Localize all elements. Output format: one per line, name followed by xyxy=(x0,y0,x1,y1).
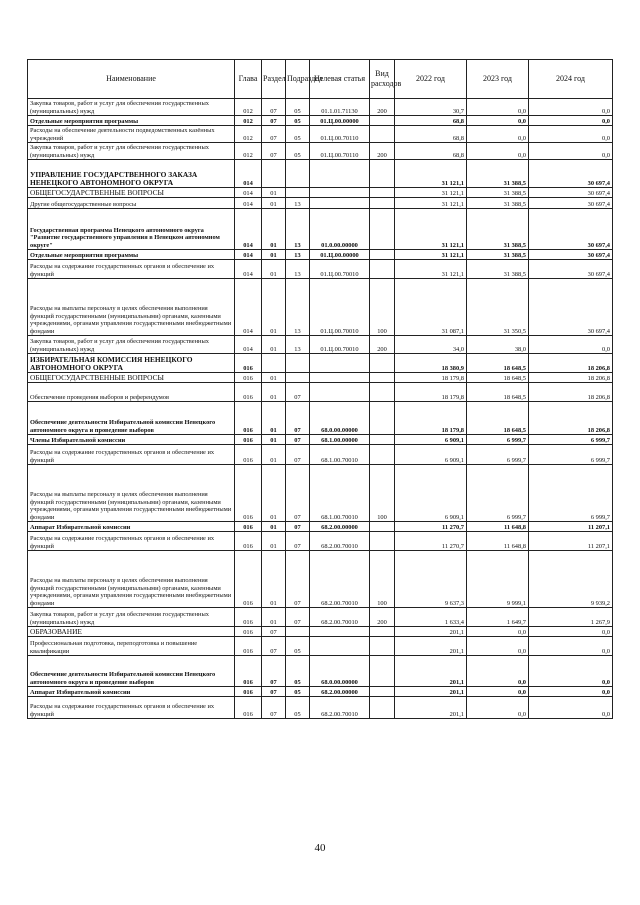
cell-name: ОБЩЕГОСУДАРСТВЕННЫЕ ВОПРОСЫ xyxy=(28,373,235,383)
cell-target-article: 01.Ц.00.70110 xyxy=(310,143,370,160)
cell-name: Государственная программа Ненецкого автономного округа "Развитие государственного управления в Ненецком автономном округе" xyxy=(28,209,235,250)
cell-expense-type xyxy=(370,260,395,279)
cell-razdel: 01 xyxy=(262,188,286,198)
cell-2024: 6 999,7 xyxy=(529,465,613,522)
cell-name: УПРАВЛЕНИЕ ГОСУДАРСТВЕННОГО ЗАКАЗА НЕНЕЦКОГО АВТОНОМНОГО ОКРУГА xyxy=(28,160,235,188)
cell-razdel: 07 xyxy=(262,143,286,160)
cell-target-article: 68.1.00.70010 xyxy=(310,445,370,465)
cell-target-article xyxy=(310,198,370,209)
cell-2022: 201,1 xyxy=(395,687,467,697)
header-glava: Глава xyxy=(235,60,262,99)
cell-2023: 6 999,7 xyxy=(467,435,529,445)
cell-2024: 18 206,8 xyxy=(529,402,613,435)
cell-razdel: 07 xyxy=(262,656,286,687)
cell-target-article: 01.Ц.00.70010 xyxy=(310,336,370,354)
cell-expense-type xyxy=(370,198,395,209)
cell-expense-type xyxy=(370,687,395,697)
cell-target-article: 68.1.00.00000 xyxy=(310,435,370,445)
cell-glava: 016 xyxy=(235,522,262,532)
cell-razdel: 07 xyxy=(262,697,286,719)
cell-glava: 016 xyxy=(235,354,262,373)
cell-target-article: 01.Ц.00.70010 xyxy=(310,279,370,336)
table-row xyxy=(28,99,613,116)
cell-name: Закупка товаров, работ и услуг для обеспечения государственных (муниципальных) нужд xyxy=(28,99,235,116)
cell-target-article: 68.1.00.70010 xyxy=(310,465,370,522)
cell-2023: 9 999,1 xyxy=(467,551,529,608)
cell-2022: 31 121,1 xyxy=(395,250,467,260)
cell-podrazdel xyxy=(286,188,310,198)
cell-target-article xyxy=(310,354,370,373)
cell-2022: 34,0 xyxy=(395,336,467,354)
cell-2022: 11 270,7 xyxy=(395,532,467,551)
cell-2023: 6 999,7 xyxy=(467,465,529,522)
cell-target-article: 01.Ц.00.70010 xyxy=(310,260,370,279)
table-row xyxy=(28,435,613,445)
cell-razdel xyxy=(262,160,286,188)
cell-2022: 11 270,7 xyxy=(395,522,467,532)
page-number: 40 xyxy=(314,842,326,854)
cell-glava: 016 xyxy=(235,465,262,522)
cell-2022: 9 637,3 xyxy=(395,551,467,608)
cell-name: Закупка товаров, работ и услуг для обеспечения государственных (муниципальных) нужд xyxy=(28,143,235,160)
cell-name: Расходы на содержание государственных органов и обеспечение их функций xyxy=(28,532,235,551)
cell-name: Члены Избирательной комиссии xyxy=(28,435,235,445)
cell-expense-type xyxy=(370,637,395,656)
cell-2022: 68,8 xyxy=(395,126,467,143)
cell-razdel: 01 xyxy=(262,435,286,445)
cell-podrazdel: 07 xyxy=(286,445,310,465)
cell-glava: 016 xyxy=(235,435,262,445)
cell-glava: 016 xyxy=(235,532,262,551)
cell-glava: 016 xyxy=(235,551,262,608)
cell-2022: 68,8 xyxy=(395,116,467,126)
cell-glava: 014 xyxy=(235,188,262,198)
cell-podrazdel xyxy=(286,354,310,373)
cell-razdel xyxy=(262,354,286,373)
cell-expense-type xyxy=(370,209,395,250)
cell-razdel: 01 xyxy=(262,209,286,250)
cell-expense-type xyxy=(370,656,395,687)
table-row xyxy=(28,260,613,279)
cell-podrazdel: 05 xyxy=(286,116,310,126)
cell-name: Закупка товаров, работ и услуг для обеспечения государственных (муниципальных) нужд xyxy=(28,336,235,354)
cell-2022: 31 121,1 xyxy=(395,260,467,279)
cell-razdel: 01 xyxy=(262,336,286,354)
cell-glava: 016 xyxy=(235,627,262,637)
cell-2024: 1 267,9 xyxy=(529,608,613,627)
cell-expense-type xyxy=(370,250,395,260)
table-row xyxy=(28,522,613,532)
cell-target-article: 01.Ц.00.70110 xyxy=(310,126,370,143)
cell-target-article: 68.2.00.00000 xyxy=(310,522,370,532)
cell-name: Расходы на содержание государственных органов и обеспечение их функций xyxy=(28,445,235,465)
table-row xyxy=(28,687,613,697)
cell-expense-type xyxy=(370,402,395,435)
table-row xyxy=(28,383,613,402)
cell-razdel: 07 xyxy=(262,116,286,126)
cell-name: Расходы на содержание государственных органов и обеспечение их функций xyxy=(28,697,235,719)
cell-name: Обеспечение проведения выборов и референдумов xyxy=(28,383,235,402)
cell-expense-type xyxy=(370,126,395,143)
table-row xyxy=(28,551,613,608)
cell-target-article: 68.0.00.00000 xyxy=(310,656,370,687)
cell-target-article: 68.2.00.70010 xyxy=(310,551,370,608)
cell-podrazdel: 05 xyxy=(286,637,310,656)
cell-podrazdel: 13 xyxy=(286,209,310,250)
cell-podrazdel: 05 xyxy=(286,143,310,160)
cell-glava: 016 xyxy=(235,383,262,402)
cell-name: Расходы на выплаты персоналу в целях обеспечения выполнения функций государственными (муниципальными) органами, казенными учреждениями, органами управления государственными внебюджетными фондами xyxy=(28,465,235,522)
table-row xyxy=(28,336,613,354)
cell-target-article: 01.0.00.00000 xyxy=(310,209,370,250)
cell-podrazdel: 07 xyxy=(286,532,310,551)
cell-2023: 31 388,5 xyxy=(467,198,529,209)
cell-2024: 0,0 xyxy=(529,637,613,656)
cell-razdel: 01 xyxy=(262,522,286,532)
header-razdel: Раздел xyxy=(262,60,286,99)
cell-glava: 014 xyxy=(235,336,262,354)
cell-expense-type xyxy=(370,445,395,465)
cell-2022: 6 909,1 xyxy=(395,445,467,465)
cell-razdel: 01 xyxy=(262,465,286,522)
cell-glava: 016 xyxy=(235,608,262,627)
cell-glava: 012 xyxy=(235,126,262,143)
table-row xyxy=(28,373,613,383)
cell-razdel: 01 xyxy=(262,250,286,260)
cell-razdel: 01 xyxy=(262,260,286,279)
cell-glava: 016 xyxy=(235,445,262,465)
cell-expense-type xyxy=(370,116,395,126)
table-row xyxy=(28,627,613,637)
cell-2022: 31 121,1 xyxy=(395,209,467,250)
cell-2024: 30 697,4 xyxy=(529,209,613,250)
table-row xyxy=(28,656,613,687)
cell-podrazdel: 07 xyxy=(286,435,310,445)
budget-table xyxy=(27,59,613,719)
cell-target-article: 01.Ц.00.00000 xyxy=(310,116,370,126)
cell-2024: 0,0 xyxy=(529,116,613,126)
cell-expense-type xyxy=(370,435,395,445)
header-name: Наименование xyxy=(28,60,235,99)
cell-name: Расходы на выплаты персоналу в целях обеспечения выполнения функций государственными (муниципальными) органами, казенными учреждениями, органами управления государственными внебюджетными фондами xyxy=(28,279,235,336)
cell-podrazdel: 05 xyxy=(286,697,310,719)
table-row xyxy=(28,188,613,198)
cell-podrazdel xyxy=(286,373,310,383)
cell-2022: 201,1 xyxy=(395,627,467,637)
cell-2022: 201,1 xyxy=(395,637,467,656)
cell-expense-type xyxy=(370,373,395,383)
cell-razdel: 01 xyxy=(262,383,286,402)
cell-razdel: 01 xyxy=(262,279,286,336)
cell-podrazdel: 07 xyxy=(286,383,310,402)
table-row xyxy=(28,608,613,627)
cell-target-article xyxy=(310,637,370,656)
cell-razdel: 07 xyxy=(262,627,286,637)
cell-razdel: 01 xyxy=(262,373,286,383)
cell-name: Расходы на обеспечение деятельности подведомственных казённых учреждений xyxy=(28,126,235,143)
cell-2024: 0,0 xyxy=(529,627,613,637)
cell-podrazdel xyxy=(286,160,310,188)
cell-razdel: 07 xyxy=(262,99,286,116)
header-expense-type: Вид расходов xyxy=(370,60,395,99)
cell-target-article: 68.2.00.70010 xyxy=(310,608,370,627)
cell-2023: 31 388,5 xyxy=(467,209,529,250)
cell-razdel: 07 xyxy=(262,687,286,697)
cell-podrazdel xyxy=(286,627,310,637)
cell-2024: 0,0 xyxy=(529,697,613,719)
cell-2024: 6 999,7 xyxy=(529,445,613,465)
cell-2023: 0,0 xyxy=(467,637,529,656)
cell-2024: 30 697,4 xyxy=(529,260,613,279)
cell-expense-type: 200 xyxy=(370,99,395,116)
cell-expense-type: 100 xyxy=(370,551,395,608)
cell-glava: 014 xyxy=(235,250,262,260)
cell-target-article: 68.0.00.00000 xyxy=(310,402,370,435)
table-row xyxy=(28,354,613,373)
table-body xyxy=(28,99,613,719)
cell-target-article xyxy=(310,188,370,198)
cell-glava: 012 xyxy=(235,99,262,116)
cell-2023: 31 388,5 xyxy=(467,160,529,188)
cell-2024: 11 207,1 xyxy=(529,532,613,551)
cell-razdel: 01 xyxy=(262,198,286,209)
cell-expense-type xyxy=(370,354,395,373)
cell-target-article xyxy=(310,160,370,188)
cell-podrazdel: 05 xyxy=(286,99,310,116)
header-2022: 2022 год xyxy=(395,60,467,99)
cell-2022: 18 380,9 xyxy=(395,354,467,373)
table-row xyxy=(28,143,613,160)
table-row xyxy=(28,126,613,143)
table-row xyxy=(28,402,613,435)
cell-expense-type xyxy=(370,627,395,637)
cell-podrazdel: 13 xyxy=(286,250,310,260)
cell-name: Отдельные мероприятия программы xyxy=(28,116,235,126)
cell-glava: 016 xyxy=(235,687,262,697)
cell-2023: 0,0 xyxy=(467,627,529,637)
cell-glava: 012 xyxy=(235,143,262,160)
cell-name: Аппарат Избирательной комиссии xyxy=(28,522,235,532)
cell-target-article: 68.2.00.70010 xyxy=(310,697,370,719)
cell-podrazdel: 07 xyxy=(286,608,310,627)
table-row xyxy=(28,116,613,126)
cell-podrazdel: 07 xyxy=(286,551,310,608)
cell-glava: 012 xyxy=(235,116,262,126)
cell-2022: 30,7 xyxy=(395,99,467,116)
table-row xyxy=(28,465,613,522)
cell-2024: 6 999,7 xyxy=(529,435,613,445)
cell-expense-type xyxy=(370,188,395,198)
cell-name: Обеспечение деятельности Избирательной комиссии Ненецкого автономного округа и проведение выборов xyxy=(28,656,235,687)
cell-expense-type xyxy=(370,532,395,551)
cell-glava: 016 xyxy=(235,402,262,435)
cell-expense-type xyxy=(370,697,395,719)
cell-2023: 18 648,5 xyxy=(467,402,529,435)
cell-target-article xyxy=(310,627,370,637)
header-2024: 2024 год xyxy=(529,60,613,99)
cell-razdel: 01 xyxy=(262,445,286,465)
header-podrazdel: Подраздел xyxy=(286,60,310,99)
cell-target-article xyxy=(310,373,370,383)
cell-2022: 201,1 xyxy=(395,656,467,687)
cell-name: Отдельные мероприятия программы xyxy=(28,250,235,260)
cell-target-article xyxy=(310,383,370,402)
cell-razdel: 07 xyxy=(262,126,286,143)
cell-2022: 31 121,1 xyxy=(395,198,467,209)
cell-2023: 0,0 xyxy=(467,656,529,687)
cell-2023: 31 388,5 xyxy=(467,260,529,279)
cell-podrazdel: 13 xyxy=(286,336,310,354)
cell-2023: 18 648,5 xyxy=(467,373,529,383)
cell-glava: 014 xyxy=(235,209,262,250)
cell-2023: 18 648,5 xyxy=(467,383,529,402)
cell-name: Закупка товаров, работ и услуг для обеспечения государственных (муниципальных) нужд xyxy=(28,608,235,627)
cell-podrazdel: 13 xyxy=(286,279,310,336)
cell-expense-type xyxy=(370,522,395,532)
cell-podrazdel: 05 xyxy=(286,656,310,687)
cell-expense-type xyxy=(370,160,395,188)
cell-2023: 11 648,8 xyxy=(467,522,529,532)
cell-2022: 68,8 xyxy=(395,143,467,160)
cell-target-article: 68.2.00.70010 xyxy=(310,532,370,551)
cell-2023: 1 649,7 xyxy=(467,608,529,627)
cell-target-article: 68.2.00.00000 xyxy=(310,687,370,697)
cell-2024: 18 206,8 xyxy=(529,354,613,373)
cell-razdel: 01 xyxy=(262,551,286,608)
cell-podrazdel: 05 xyxy=(286,126,310,143)
table-row xyxy=(28,160,613,188)
cell-2024: 0,0 xyxy=(529,336,613,354)
cell-2022: 6 909,1 xyxy=(395,435,467,445)
cell-2022: 18 179,8 xyxy=(395,402,467,435)
table-row xyxy=(28,250,613,260)
cell-2024: 30 697,4 xyxy=(529,198,613,209)
cell-razdel: 07 xyxy=(262,637,286,656)
cell-razdel: 01 xyxy=(262,402,286,435)
cell-2023: 18 648,5 xyxy=(467,354,529,373)
cell-glava: 016 xyxy=(235,656,262,687)
cell-podrazdel: 07 xyxy=(286,402,310,435)
cell-2023: 38,0 xyxy=(467,336,529,354)
cell-2023: 0,0 xyxy=(467,126,529,143)
header-2023: 2023 год xyxy=(467,60,529,99)
cell-glava: 016 xyxy=(235,373,262,383)
cell-2023: 0,0 xyxy=(467,697,529,719)
cell-name: ОБЩЕГОСУДАРСТВЕННЫЕ ВОПРОСЫ xyxy=(28,188,235,198)
cell-2024: 9 939,2 xyxy=(529,551,613,608)
cell-2022: 31 087,1 xyxy=(395,279,467,336)
cell-razdel: 01 xyxy=(262,532,286,551)
cell-glava: 014 xyxy=(235,279,262,336)
cell-2024: 18 206,8 xyxy=(529,373,613,383)
cell-name: Обеспечение деятельности Избирательной комиссии Ненецкого автономного округа и проведение выборов xyxy=(28,402,235,435)
table-row xyxy=(28,445,613,465)
table-header-row xyxy=(28,60,613,99)
cell-podrazdel: 07 xyxy=(286,465,310,522)
table-row xyxy=(28,637,613,656)
cell-name: Расходы на содержание государственных органов и обеспечение их функций xyxy=(28,260,235,279)
cell-expense-type: 200 xyxy=(370,336,395,354)
cell-expense-type: 200 xyxy=(370,143,395,160)
cell-2023: 31 350,5 xyxy=(467,279,529,336)
cell-2023: 0,0 xyxy=(467,687,529,697)
cell-glava: 016 xyxy=(235,637,262,656)
cell-name: Аппарат Избирательной комиссии xyxy=(28,687,235,697)
cell-2023: 0,0 xyxy=(467,143,529,160)
cell-podrazdel: 07 xyxy=(286,522,310,532)
table-row xyxy=(28,198,613,209)
cell-2024: 11 207,1 xyxy=(529,522,613,532)
cell-2022: 1 633,4 xyxy=(395,608,467,627)
cell-glava: 014 xyxy=(235,160,262,188)
cell-2023: 6 999,7 xyxy=(467,445,529,465)
cell-2023: 31 388,5 xyxy=(467,250,529,260)
cell-podrazdel: 13 xyxy=(286,260,310,279)
cell-glava: 016 xyxy=(235,697,262,719)
cell-name: ИЗБИРАТЕЛЬНАЯ КОМИССИЯ НЕНЕЦКОГО АВТОНОМНОГО ОКРУГА xyxy=(28,354,235,373)
cell-2024: 30 697,4 xyxy=(529,279,613,336)
cell-2024: 30 697,4 xyxy=(529,188,613,198)
cell-name: Профессиональная подготовка, переподготовка и повышение квалификации xyxy=(28,637,235,656)
cell-2024: 0,0 xyxy=(529,687,613,697)
cell-expense-type: 200 xyxy=(370,608,395,627)
cell-2022: 31 121,1 xyxy=(395,188,467,198)
cell-expense-type: 100 xyxy=(370,465,395,522)
table-row xyxy=(28,532,613,551)
cell-2023: 0,0 xyxy=(467,116,529,126)
cell-name: Другие общегосударственные вопросы xyxy=(28,198,235,209)
cell-2023: 31 388,5 xyxy=(467,188,529,198)
cell-2023: 0,0 xyxy=(467,99,529,116)
header-target-article: Целевая статья xyxy=(310,60,370,99)
table-row xyxy=(28,209,613,250)
cell-2022: 6 909,1 xyxy=(395,465,467,522)
cell-2024: 0,0 xyxy=(529,656,613,687)
cell-2022: 201,1 xyxy=(395,697,467,719)
cell-glava: 014 xyxy=(235,198,262,209)
cell-2023: 11 648,8 xyxy=(467,532,529,551)
table-row xyxy=(28,279,613,336)
table-row xyxy=(28,697,613,719)
cell-2022: 31 121,1 xyxy=(395,160,467,188)
cell-2024: 0,0 xyxy=(529,143,613,160)
cell-podrazdel: 13 xyxy=(286,198,310,209)
cell-2024: 0,0 xyxy=(529,126,613,143)
cell-razdel: 01 xyxy=(262,608,286,627)
cell-podrazdel: 05 xyxy=(286,687,310,697)
cell-2022: 18 179,8 xyxy=(395,383,467,402)
cell-expense-type xyxy=(370,383,395,402)
cell-name: ОБРАЗОВАНИЕ xyxy=(28,627,235,637)
cell-target-article: 01.1.01.71130 xyxy=(310,99,370,116)
cell-name: Расходы на выплаты персоналу в целях обеспечения выполнения функций государственными (муниципальными) органами, казенными учреждениями, органами управления государственными внебюджетными фондами xyxy=(28,551,235,608)
cell-2024: 18 206,8 xyxy=(529,383,613,402)
cell-glava: 014 xyxy=(235,260,262,279)
cell-expense-type: 100 xyxy=(370,279,395,336)
cell-2024: 0,0 xyxy=(529,99,613,116)
cell-2024: 30 697,4 xyxy=(529,160,613,188)
cell-2024: 30 697,4 xyxy=(529,250,613,260)
cell-2022: 18 179,8 xyxy=(395,373,467,383)
cell-target-article: 01.Ц.00.00000 xyxy=(310,250,370,260)
